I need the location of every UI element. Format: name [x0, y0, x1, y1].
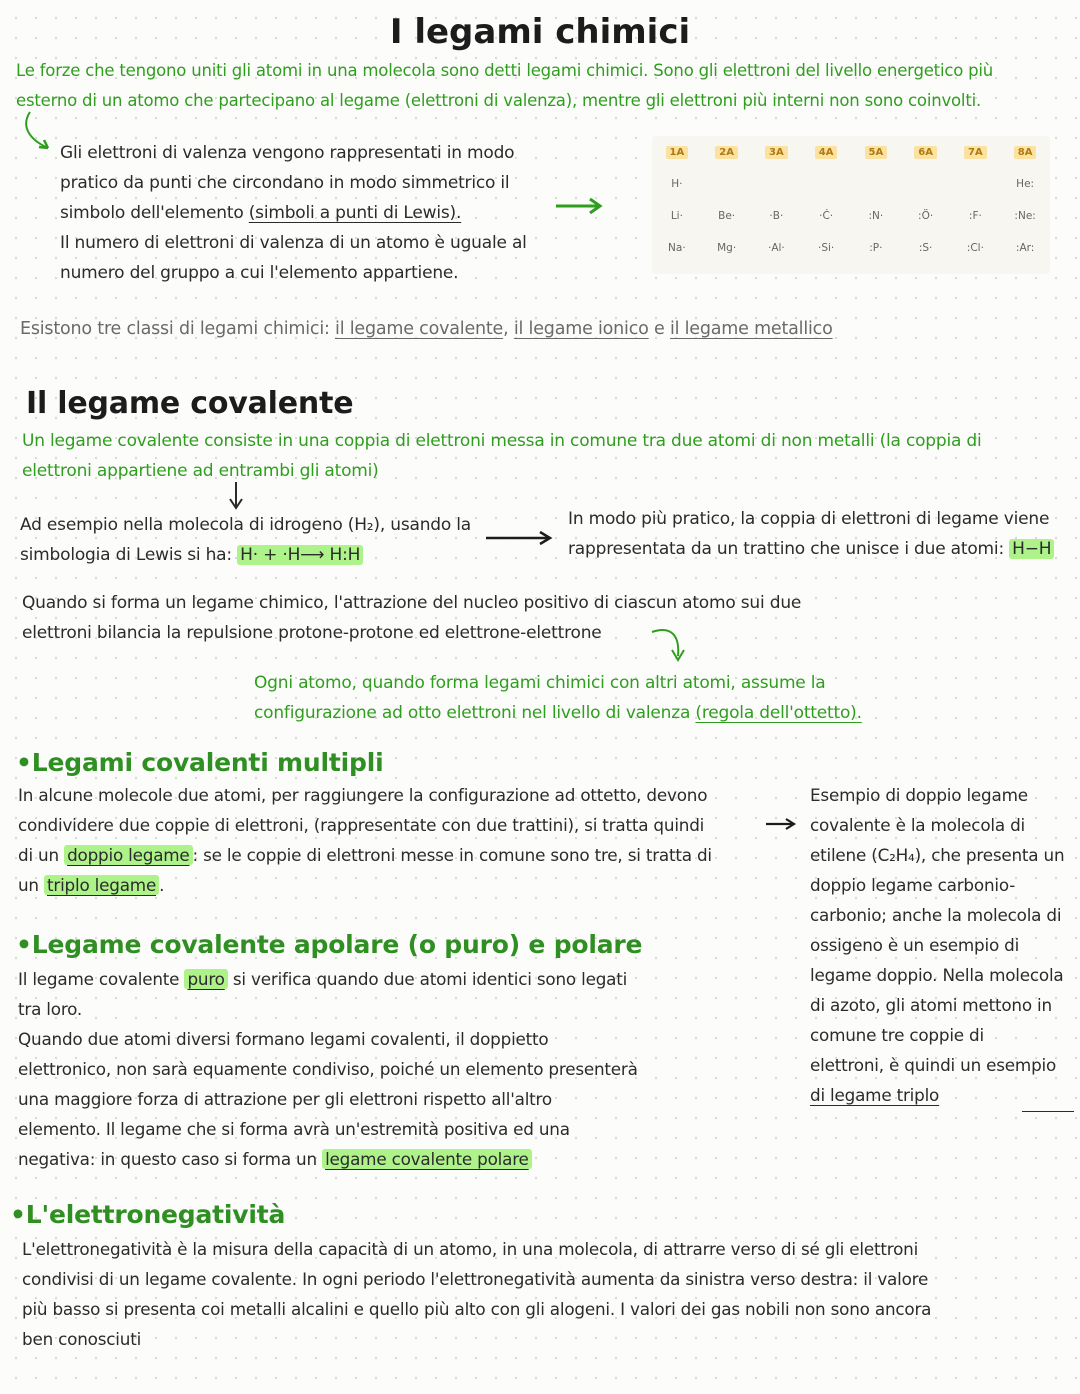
multiple-line-3-start: di un	[18, 845, 65, 865]
classes-separator: e	[648, 319, 670, 339]
octet-rule-term: (regola dell'ottetto).	[695, 703, 862, 723]
bond-classes-line	[20, 314, 1070, 344]
multiple-line-4-start: un	[18, 875, 45, 895]
octet-line-1: Ogni atomo, quando forma legami chimici con altri atomi, assume la	[254, 673, 826, 693]
polar-line-7-start: negativa: in questo caso si forma un	[18, 1149, 323, 1169]
side-line: di legame triplo	[810, 1085, 940, 1105]
example-line-2	[20, 540, 490, 570]
polar-line-2: tra loro.	[18, 999, 83, 1019]
lewis-symbols-term: (simboli a punti di Lewis).	[248, 203, 462, 223]
lewis-cell	[801, 168, 851, 200]
down-arrow-icon	[226, 482, 246, 512]
multiple-line-2: condividere due coppie di elettroni, (rappresentate con due trattini), si tratta quindi	[18, 815, 705, 835]
attraction-paragraph	[22, 588, 922, 648]
multiple-line-4-end: .	[159, 875, 165, 895]
electroneg-line-4: ben conosciuti	[22, 1329, 142, 1349]
polar-line-7	[18, 1144, 778, 1174]
pure-term: puro	[184, 969, 227, 989]
octet-rule	[254, 668, 1054, 728]
polar-paragraph	[18, 964, 778, 1174]
curved-arrow-icon	[650, 624, 690, 666]
lewis-cell: Li·	[670, 210, 683, 222]
example-line-2-text: simbologia di Lewis si ha:	[20, 545, 238, 565]
right-arrow-icon	[484, 528, 556, 548]
lewis-cell: :Ne:	[1014, 210, 1036, 222]
group-label: 7A	[964, 146, 987, 159]
lewis-cell: Mg·	[717, 242, 737, 254]
intro-line-1: Le forze che tengono uniti gli atomi in una molecola sono detti legami chimici. Sono gli elettroni del livello energetico più	[16, 61, 994, 80]
double-bond-term: doppio legame	[64, 845, 192, 865]
lewis-cell: He:	[1016, 178, 1035, 190]
lewis-cell: ·Al·	[767, 242, 785, 254]
lewis-cell	[702, 168, 752, 200]
hydrogen-example	[20, 510, 490, 570]
multiple-line-3	[18, 840, 778, 870]
side-line: elettroni, è quindi un esempio	[810, 1055, 1057, 1075]
electronegativity-heading: •L'elettronegatività	[10, 1200, 286, 1229]
lewis-cell: ·B·	[769, 210, 784, 222]
practical-representation	[568, 504, 1078, 564]
lewis-cell: ·Si·	[817, 242, 835, 254]
polar-bond-term: legame covalente polare	[322, 1149, 532, 1169]
lewis-cell	[951, 168, 1001, 200]
polar-line-1-start: Il legame covalente	[18, 969, 185, 989]
valence-line-3	[60, 198, 560, 228]
multiple-bonds-examples	[810, 780, 1076, 1110]
polar-line-5: una maggiore forza di attrazione per gli elettroni rispetto all'altro	[18, 1089, 552, 1109]
triple-bond-term: triplo legame	[44, 875, 159, 895]
practical-line-1: In modo più pratico, la coppia di elettroni di legame viene	[568, 509, 1050, 529]
side-line: legame doppio. Nella molecola	[810, 965, 1064, 985]
group-label: 8A	[1014, 146, 1037, 159]
lewis-symbols-table	[652, 136, 1050, 274]
electroneg-line-2: condivisi di un legame covalente. In ogni periodo l'elettronegatività aumenta da sinistra verso destra: il valore	[22, 1269, 929, 1289]
side-line: covalente è la molecola di	[810, 815, 1025, 835]
right-arrow-icon	[554, 196, 604, 216]
lewis-cell: :Ö·	[918, 210, 934, 222]
attraction-line-2: elettroni bilancia la repulsione protone-protone ed elettrone-elettrone	[22, 623, 602, 643]
side-line: carbonio; anche la molecola di	[810, 905, 1062, 925]
lewis-cell: :P·	[869, 242, 883, 254]
lewis-row	[652, 168, 1050, 200]
lewis-cell: ·Ċ·	[819, 210, 834, 222]
polar-line-3: Quando due atomi diversi formano legami covalenti, il doppietto	[18, 1029, 549, 1049]
valence-line-1: Gli elettroni di valenza vengono rappresentati in modo	[60, 143, 515, 163]
octet-line-2-text: configurazione ad otto elettroni nel livello di valenza	[254, 703, 696, 723]
classes-separator: ,	[503, 319, 514, 339]
polar-heading: •Legame covalente apolare (o puro) e polare	[16, 930, 643, 959]
class-metallic: il legame metallico	[669, 319, 833, 339]
attraction-line-1: Quando si forma un legame chimico, l'attrazione del nucleo positivo di ciascun atomo sui due	[22, 593, 802, 613]
lewis-cell: :S·	[918, 242, 933, 254]
side-line: ossigeno è un esempio di	[810, 935, 1020, 955]
side-line: Esempio di doppio legame	[810, 785, 1028, 805]
valence-line-3-text: simbolo dell'elemento	[60, 203, 249, 223]
multiple-bonds-heading: •Legami covalenti multipli	[16, 748, 384, 777]
lewis-row	[652, 232, 1050, 264]
class-ionic: il legame ionico	[513, 319, 649, 339]
group-label: 1A	[666, 146, 689, 159]
electroneg-line-3: più basso si presenta coi metalli alcalini e quello più alto con gli alogeni. I valori dei gas nobili non sono ancora	[22, 1299, 932, 1319]
side-line: di azoto, gli atomi mettono in	[810, 995, 1052, 1015]
group-label: 3A	[765, 146, 788, 159]
group-label: 2A	[715, 146, 738, 159]
dash-h2-formula: H−H	[1009, 539, 1054, 559]
lewis-cell: :N·	[868, 210, 884, 222]
polar-line-1-end: si verifica quando due atomi identici sono legati	[227, 969, 628, 989]
lewis-group-row	[652, 136, 1050, 168]
multiple-bonds-paragraph	[18, 780, 778, 900]
lewis-cell: :F·	[968, 210, 982, 222]
valence-line-5: numero del gruppo a cui l'elemento appartiene.	[60, 263, 459, 283]
group-label: 4A	[815, 146, 838, 159]
curved-arrow-icon	[20, 112, 60, 162]
lewis-h2-formula: H· + ·H⟶ H:H	[237, 545, 363, 565]
lewis-cell: :Ar:	[1015, 242, 1035, 254]
octet-line-2	[254, 698, 1054, 728]
valence-line-2: pratico da punti che circondano in modo simmetrico il	[60, 173, 510, 193]
lewis-row	[652, 200, 1050, 232]
classes-prefix: Esistono tre classi di legami chimici:	[20, 319, 336, 339]
class-covalent: il legame covalente	[335, 319, 504, 339]
side-line: comune tre coppie di	[810, 1025, 984, 1045]
divider-line	[1022, 1111, 1074, 1112]
practical-line-2-text: rappresentata da un trattino che unisce i due atomi:	[568, 539, 1010, 559]
page-title: I legami chimici	[389, 12, 691, 52]
lewis-cell: :Cl·	[966, 242, 984, 254]
lewis-cell	[851, 168, 901, 200]
side-line: etilene (C₂H₄), che presenta un	[810, 845, 1065, 865]
group-label: 5A	[865, 146, 888, 159]
electroneg-line-1: L'elettronegatività è la misura della capacità di un atomo, in una molecola, di attrarre verso di sé gli elettroni	[22, 1239, 919, 1259]
multiple-line-4	[18, 870, 778, 900]
covalent-def-line-1: Un legame covalente consiste in una coppia di elettroni messa in comune tra due atomi di non metalli (la coppia di	[22, 431, 982, 451]
electronegativity-paragraph	[22, 1234, 1072, 1354]
practical-line-2	[568, 534, 1078, 564]
lewis-cell	[752, 168, 802, 200]
polar-line-1	[18, 964, 778, 994]
valence-line-4: Il numero di elettroni di valenza di un atomo è uguale al	[60, 233, 527, 253]
polar-line-4: elettronico, non sarà equamente condiviso, poiché un elemento presenterà	[18, 1059, 638, 1079]
right-arrow-icon	[764, 814, 800, 834]
lewis-cell: Be·	[718, 210, 736, 222]
lewis-cell: H·	[671, 178, 683, 190]
multiple-line-1: In alcune molecole due atomi, per raggiungere la configurazione ad ottetto, devono	[18, 785, 708, 805]
lewis-cell: Na·	[668, 242, 686, 254]
multiple-line-3-end: : se le coppie di elettroni messe in comune sono tre, si tratta di	[192, 845, 712, 865]
example-line-1: Ad esempio nella molecola di idrogeno (H₂), usando la	[20, 515, 472, 535]
intro-paragraph	[16, 56, 1076, 116]
side-line: doppio legame carbonio-	[810, 875, 1016, 895]
covalent-definition	[22, 426, 1072, 486]
valence-paragraph	[60, 138, 560, 288]
covalent-def-line-2: elettroni appartiene ad entrambi gli atomi)	[22, 461, 379, 481]
group-label: 6A	[914, 146, 937, 159]
intro-line-2: esterno di un atomo che partecipano al legame (elettroni di valenza), mentre gli elettroni più interni non sono coinvolti.	[16, 91, 982, 110]
lewis-cell	[901, 168, 951, 200]
covalent-heading: Il legame covalente	[26, 386, 354, 421]
polar-line-6: elemento. Il legame che si forma avrà un'estremità positiva ed una	[18, 1119, 570, 1139]
